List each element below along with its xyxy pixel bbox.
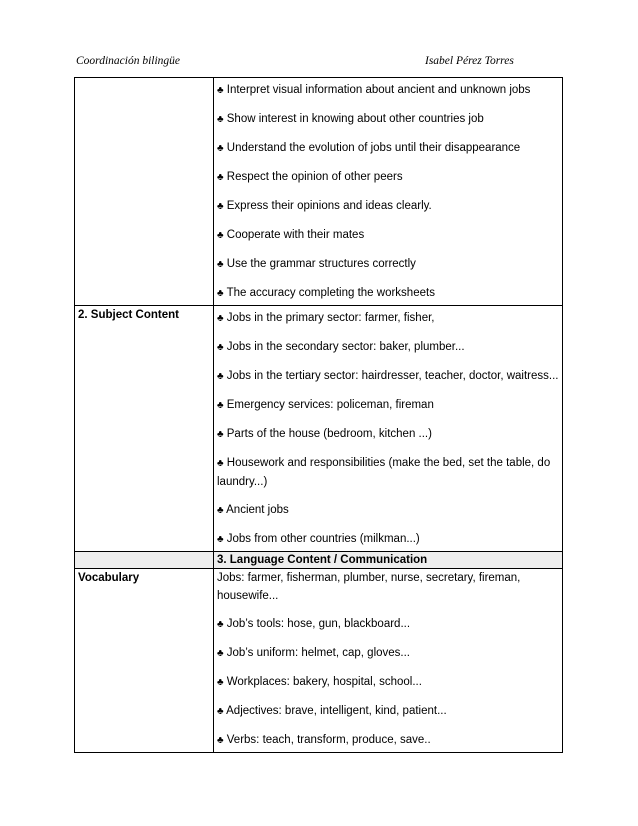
list-item: ♣ Adjectives: brave, intelligent, kind, patient... bbox=[217, 705, 447, 717]
list-item: ♣ Housework and responsibilities (make the bed, set the table, do laundry...) bbox=[217, 457, 551, 488]
subject-content-cell bbox=[214, 306, 563, 552]
vocabulary-label: Vocabulary bbox=[75, 569, 214, 753]
club-bullet-icon: ♣ bbox=[217, 85, 224, 96]
list-item: ♣ Emergency services: policeman, fireman bbox=[217, 399, 434, 411]
club-bullet-icon: ♣ bbox=[217, 143, 224, 154]
club-bullet-icon: ♣ bbox=[217, 342, 224, 353]
club-bullet-icon: ♣ bbox=[217, 505, 224, 516]
subject-content-row bbox=[75, 306, 563, 552]
club-bullet-icon: ♣ bbox=[217, 172, 224, 183]
list-item: ♣ Jobs in the tertiary sector: hairdresser, teacher, doctor, waitress... bbox=[217, 370, 559, 382]
club-bullet-icon: ♣ bbox=[217, 313, 224, 324]
lesson-table bbox=[74, 77, 563, 753]
club-bullet-icon: ♣ bbox=[217, 677, 224, 688]
club-bullet-icon: ♣ bbox=[217, 735, 224, 746]
list-item: ♣ Workplaces: bakery, hospital, school... bbox=[217, 676, 422, 688]
objectives-cell bbox=[214, 78, 563, 306]
vocabulary-cell bbox=[214, 569, 563, 753]
club-bullet-icon: ♣ bbox=[217, 429, 224, 440]
objectives-label-cell bbox=[75, 78, 214, 306]
list-item: ♣ Cooperate with their mates bbox=[217, 229, 365, 241]
list-item: ♣ Show interest in knowing about other countries job bbox=[217, 113, 484, 125]
language-content-spacer bbox=[75, 552, 214, 569]
list-item: ♣ Parts of the house (bedroom, kitchen ...) bbox=[217, 428, 432, 440]
list-item: ♣ Understand the evolution of jobs until their disappearance bbox=[217, 142, 521, 154]
club-bullet-icon: ♣ bbox=[217, 201, 224, 212]
list-item: ♣ Job’s tools: hose, gun, blackboard... bbox=[217, 618, 411, 630]
club-bullet-icon: ♣ bbox=[217, 706, 224, 717]
list-item: ♣ Respect the opinion of other peers bbox=[217, 171, 403, 183]
club-bullet-icon: ♣ bbox=[217, 534, 224, 545]
list-item: ♣ Verbs: teach, transform, produce, save.. bbox=[217, 734, 431, 746]
club-bullet-icon: ♣ bbox=[217, 648, 224, 659]
list-item: ♣ Jobs in the secondary sector: baker, plumber... bbox=[217, 341, 465, 353]
list-item: ♣ Jobs in the primary sector: farmer, fisher, bbox=[217, 312, 435, 324]
list-item: ♣ Ancient jobs bbox=[217, 504, 289, 516]
language-content-row bbox=[75, 552, 563, 569]
club-bullet-icon: ♣ bbox=[217, 619, 224, 630]
list-item: ♣ Express their opinions and ideas clearly. bbox=[217, 200, 432, 212]
header-left: Coordinación bilingüe bbox=[76, 55, 181, 67]
club-bullet-icon: ♣ bbox=[217, 259, 224, 270]
vocabulary-row bbox=[75, 569, 563, 753]
club-bullet-icon: ♣ bbox=[217, 230, 224, 241]
club-bullet-icon: ♣ bbox=[217, 114, 224, 125]
vocabulary-intro: Jobs: farmer, fisherman, plumber, nurse, secretary, fireman, housewife... bbox=[217, 572, 521, 602]
club-bullet-icon: ♣ bbox=[217, 400, 224, 411]
list-item: ♣ Job’s uniform: helmet, cap, gloves... bbox=[217, 647, 411, 659]
club-bullet-icon: ♣ bbox=[217, 458, 224, 469]
language-content-heading: 3. Language Content / Communication bbox=[214, 552, 563, 569]
header-right: Isabel Pérez Torres bbox=[425, 55, 514, 67]
page-header bbox=[76, 55, 566, 71]
list-item: ♣ Interpret visual information about ancient and unknown jobs bbox=[217, 84, 531, 96]
club-bullet-icon: ♣ bbox=[217, 371, 224, 382]
list-item: ♣ Use the grammar structures correctly bbox=[217, 258, 416, 270]
club-bullet-icon: ♣ bbox=[217, 288, 224, 299]
list-item: ♣ The accuracy completing the worksheets bbox=[217, 287, 435, 299]
objectives-row bbox=[75, 78, 563, 306]
subject-content-label: 2. Subject Content bbox=[75, 306, 214, 552]
list-item: ♣ Jobs from other countries (milkman...) bbox=[217, 533, 420, 545]
